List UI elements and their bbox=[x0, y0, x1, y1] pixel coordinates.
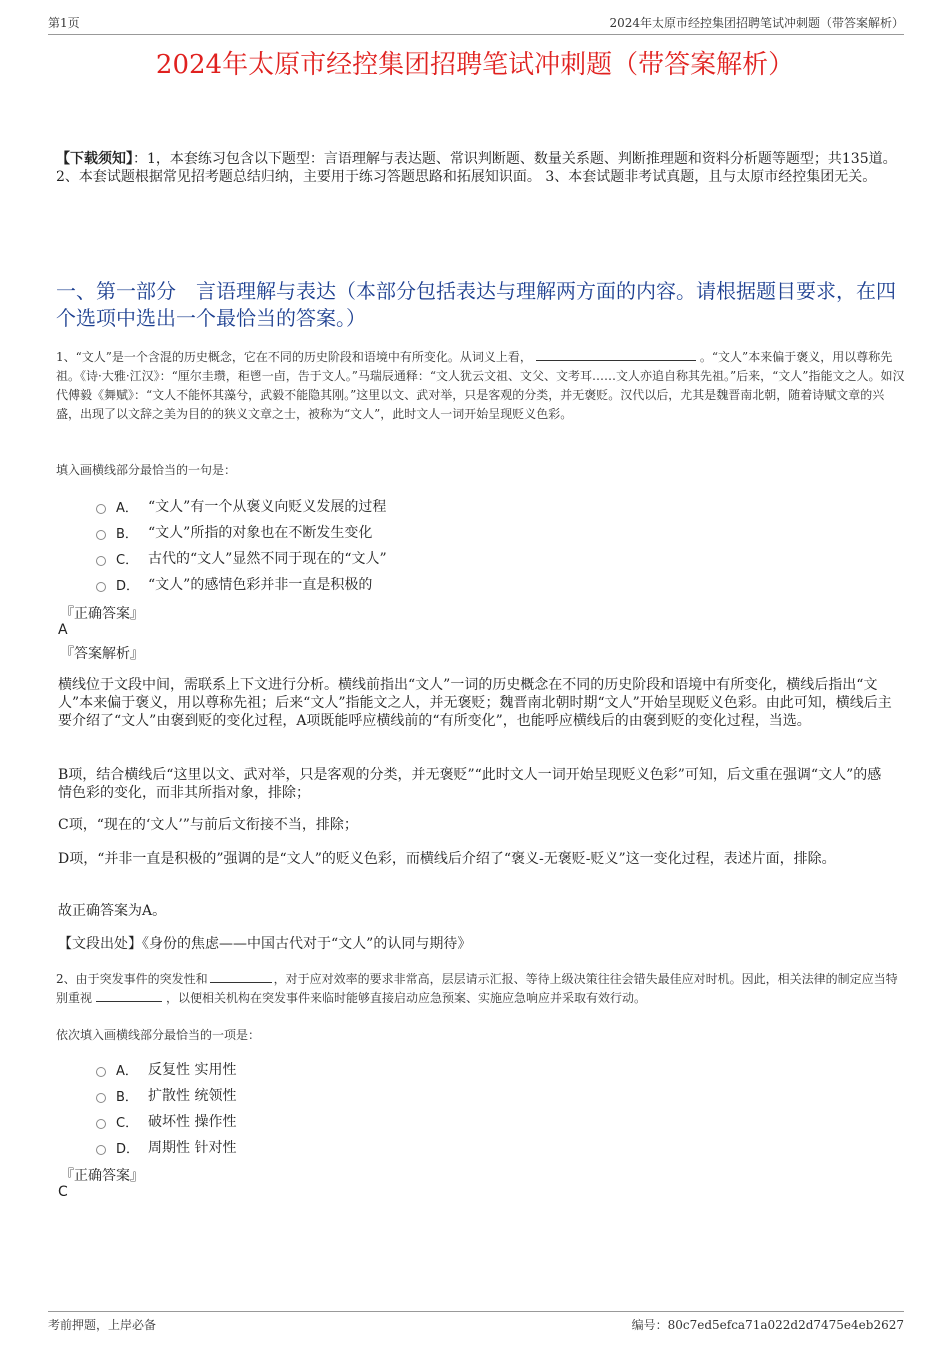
q2-stem-part-b: ，对于应对效率的要求非常高，层层请示汇报、等待上级决策往往会错失最佳应对时机。因此，相关法律的制定应当特别重视 bbox=[56, 972, 898, 1005]
q2-blank-2 bbox=[96, 989, 162, 1002]
q1-answer: A bbox=[58, 622, 68, 638]
radio-icon[interactable] bbox=[96, 556, 106, 566]
option-letter: B． bbox=[116, 1089, 138, 1105]
q2-prompt: 依次填入画横线部分最恰当的一项是： bbox=[56, 1028, 261, 1042]
notice-text: ：1，本套练习包含以下题型：言语理解与表达题、常识判断题、数量关系题、判断推理题和资料分析题等题型；共135道。 2、本套试题根据常见招考题总结归纳，主要用于练习答题思路和拓展知识面。 3、本套试题非考试真题，且与太原市经控集团无关。 bbox=[56, 151, 897, 185]
q1-stem-part-b: 。“文人”本来偏于褒义，用以尊称先祖。《诗·大雅·江汉》：“厘尔圭瓒，秬鬯一卣，告于文人。”马瑞辰通释：“文人犹云文祖、文父、文考耳……文人亦追自称其先祖。”后来，“文人”指能文之人。如汉代傅毅《舞赋》：“文人不能怀其藻兮，武毅不能隐其刚。”这里以文、武对举，只是客观的分类，并无褒贬。汉代以后，尤其是魏晋南北朝，随着诗赋文章的兴盛，出现了以文辞之美为目的的狭义文章之士，被称为“文人”，此时文人一词开始呈现贬义色彩。 bbox=[56, 350, 905, 421]
q2-options bbox=[96, 1056, 236, 1160]
q1-option-c[interactable] bbox=[96, 545, 387, 571]
q1-analysis-para-3: C项，“现在的‘文人’”与前后文衔接不当，排除； bbox=[58, 817, 358, 833]
q2-stem-part-c: ，以便相关机构在突发事件来临时能够直接启动应急预案、实施应急响应并采取有效行动。 bbox=[166, 991, 647, 1005]
q1-blank bbox=[536, 348, 696, 361]
option-letter: A． bbox=[116, 500, 138, 516]
q1-analysis-para-4: D项，“并非一直是积极的”强调的是“文人”的贬义色彩，而横线后介绍了“褒义-无褒贬-贬义”这一变化过程，表述片面，排除。 bbox=[58, 851, 836, 867]
option-text: 破坏性 操作性 bbox=[148, 1114, 237, 1130]
option-text: 反复性 实用性 bbox=[148, 1062, 237, 1078]
q1-answer-label: 『正确答案』 bbox=[60, 606, 144, 622]
option-text: “文人”所指的对象也在不断发生变化 bbox=[148, 525, 373, 541]
question-1-stem bbox=[56, 348, 906, 424]
option-letter: D． bbox=[116, 578, 140, 594]
q1-conclusion: 故正确答案为A。 bbox=[58, 903, 167, 919]
q1-analysis-para-2: B项，结合横线后“这里以文、武对举，只是客观的分类，并无褒贬”“此时文人一词开始呈现贬义色彩”可知，后文重在强调“文人”的感情色彩的变化，而非其所指对象，排除； bbox=[58, 767, 882, 801]
q2-option-d[interactable] bbox=[96, 1134, 236, 1160]
q1-stem-part-a: 1、“文人”是一个含混的历史概念，它在不同的历史阶段和语境中有所变化。从词义上看， bbox=[56, 350, 532, 364]
q2-option-b[interactable] bbox=[96, 1082, 236, 1108]
q2-answer-label: 『正确答案』 bbox=[60, 1168, 144, 1184]
radio-icon[interactable] bbox=[96, 530, 106, 540]
radio-icon[interactable] bbox=[96, 582, 106, 592]
option-text: “文人”的感情色彩并非一直是积极的 bbox=[148, 577, 373, 593]
page-footer bbox=[48, 1311, 904, 1334]
header-doc-title: 2024年太原市经控集团招聘笔试冲刺题（带答案解析） bbox=[609, 16, 904, 30]
radio-icon[interactable] bbox=[96, 504, 106, 514]
option-text: 扩散性 统领性 bbox=[148, 1088, 237, 1104]
page-number: 第1页 bbox=[48, 16, 80, 30]
q1-prompt: 填入画横线部分最恰当的一句是： bbox=[56, 463, 237, 477]
q1-option-b[interactable] bbox=[96, 519, 387, 545]
q1-source: 【文段出处】《身份的焦虑——中国古代对于“文人”的认同与期待》 bbox=[58, 936, 472, 952]
q2-blank-1 bbox=[210, 970, 272, 983]
notice-label: 【下载须知】 bbox=[56, 151, 133, 167]
radio-icon[interactable] bbox=[96, 1093, 106, 1103]
option-letter: C． bbox=[116, 552, 139, 568]
option-letter: D． bbox=[116, 1141, 140, 1157]
q1-analysis-para-1: 横线位于文段中间，需联系上下文进行分析。横线前指出“文人”一词的历史概念在不同的历史阶段和语境中有所变化，横线后指出“文人”本来偏于褒义，用以尊称先祖；后来“文人”指能文之人，并无褒贬；魏晋南北朝时期“文人”开始呈现贬义色彩。由此可知，横线后主要介绍了“文人”由褒到贬的变化过程，A项既能呼应横线前的“有所变化”，也能呼应横线后的由褒到贬的变化过程，当选。 bbox=[58, 677, 892, 729]
option-letter: B． bbox=[116, 526, 138, 542]
q2-option-a[interactable] bbox=[96, 1056, 236, 1082]
option-text: “文人”有一个从褒义向贬义发展的过程 bbox=[148, 499, 387, 515]
option-text: 周期性 针对性 bbox=[148, 1140, 237, 1156]
question-2-stem bbox=[56, 970, 906, 1008]
q2-stem-part-a: 2、由于突发事件的突发性和 bbox=[56, 972, 208, 986]
q2-option-c[interactable] bbox=[96, 1108, 236, 1134]
download-notice bbox=[56, 150, 906, 186]
radio-icon[interactable] bbox=[96, 1067, 106, 1077]
footer-doc-id: 编号：80c7ed5efca71a022d2d7475e4eb2627 bbox=[631, 1318, 904, 1332]
q2-answer: C bbox=[58, 1184, 68, 1200]
q1-option-a[interactable] bbox=[96, 493, 387, 519]
radio-icon[interactable] bbox=[96, 1145, 106, 1155]
q1-option-d[interactable] bbox=[96, 571, 387, 597]
option-letter: A． bbox=[116, 1063, 138, 1079]
radio-icon[interactable] bbox=[96, 1119, 106, 1129]
q1-analysis-label: 『答案解析』 bbox=[60, 646, 144, 662]
page-header bbox=[48, 14, 904, 35]
option-letter: C． bbox=[116, 1115, 139, 1131]
option-text: 古代的“文人”显然不同于现在的“文人” bbox=[148, 551, 387, 567]
q1-options bbox=[96, 493, 387, 597]
page-title: 2024年太原市经控集团招聘笔试冲刺题（带答案解析） bbox=[155, 50, 795, 80]
section-heading: 一、第一部分 言语理解与表达（本部分包括表达与理解两方面的内容。请根据题目要求，在四个选项中选出一个最恰当的答案。） bbox=[56, 279, 896, 330]
footer-slogan: 考前押题，上岸必备 bbox=[48, 1318, 157, 1332]
